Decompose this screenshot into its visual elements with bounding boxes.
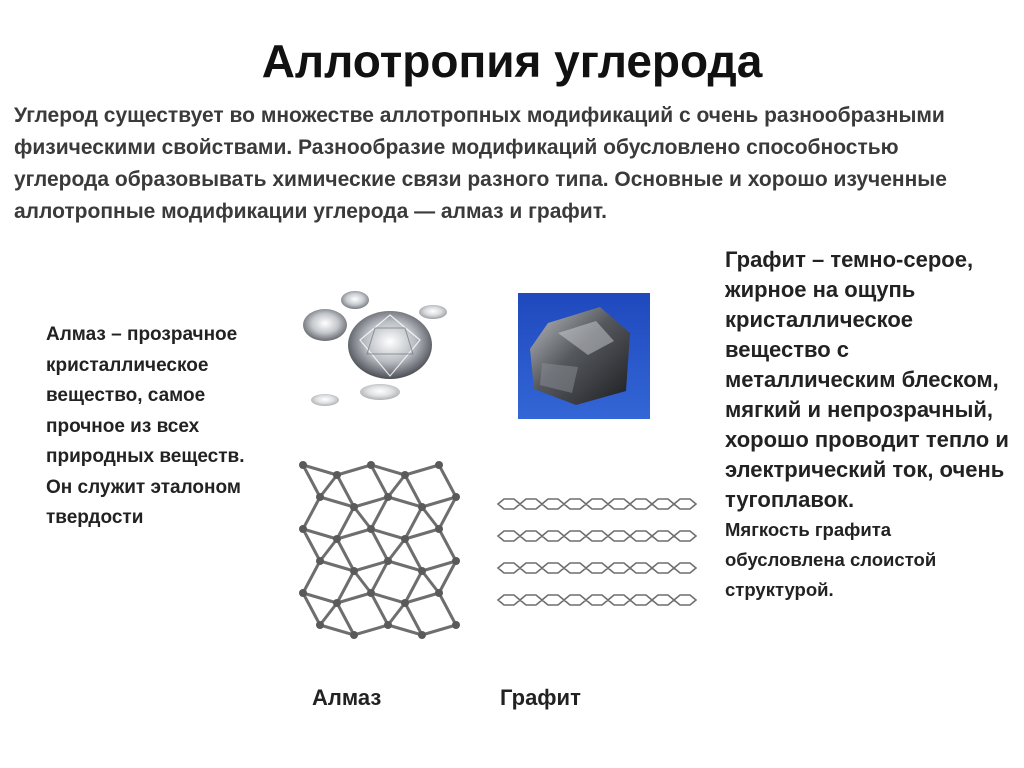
lattice-atom [316,493,324,501]
diamond-description: Алмаз – прозрачное кристаллическое вещество, самое прочное из всех природных веществ. Он служит эталоном твердости [46,324,245,528]
lattice-bond [337,465,371,475]
lattice-atom [384,493,392,501]
lattice-atom [452,557,460,565]
lattice-bond [422,625,456,635]
lattice-bond [439,465,456,497]
graphite-description-text: Графит – темно-серое, жирное на ощупь кристаллическое вещество с металлическим блеском, мягкий и непрозрачный, хорошо проводит тепло и электрический ток, очень тугоплавок. [725,247,1009,512]
lattice-bond [354,625,388,635]
lattice-atom [401,471,409,479]
graphite-layer [498,595,696,605]
lattice-bond [388,475,405,497]
lattice-atom [367,461,375,469]
lattice-atom [384,621,392,629]
lattice-atom [418,631,426,639]
lattice-atom [299,589,307,597]
diamond-caption: Алмаз [312,685,382,710]
lattice-atom [316,557,324,565]
graphite-layer [498,531,696,541]
graphite-softness-note: Мягкость графита обусловлена слоистой структурой. [725,519,937,600]
lattice-atom [350,503,358,511]
lattice-atom [435,461,443,469]
graphite-caption: Графит [500,685,581,710]
lattice-bond [303,561,320,593]
lattice-atom [435,525,443,533]
lattice-bond [320,603,337,625]
lattice-bond [439,593,456,625]
graphite-photo [518,293,650,419]
page-title: Аллотропия углерода [261,35,763,87]
lattice-bond [405,465,439,475]
graphite-layer [498,563,696,573]
lattice-atom [418,567,426,575]
lattice-atom [418,503,426,511]
lattice-bond [354,507,371,529]
lattice-bond [422,507,439,529]
lattice-atom [384,557,392,565]
diamond-photo [285,280,465,420]
lattice-atom [452,621,460,629]
lattice-atom [367,589,375,597]
lattice-bond [388,539,405,561]
lattice-atom [401,535,409,543]
lattice-atom [367,525,375,533]
lattice-atom [333,471,341,479]
lattice-atom [401,599,409,607]
lattice-bond [439,529,456,561]
lattice-atom [299,525,307,533]
graphite-description [725,245,1015,605]
graphite-layer [498,499,696,509]
lattice-bond [320,539,337,561]
graphite-layers-diagram [490,490,700,625]
lattice-atom [350,631,358,639]
lattice-bond [303,497,320,529]
lattice-bond [422,571,439,593]
lattice-atom [316,621,324,629]
lattice-atom [435,589,443,597]
lattice-bond [388,603,405,625]
lattice-atom [333,599,341,607]
lattice-atom [333,535,341,543]
lattice-atom [350,567,358,575]
intro-paragraph [14,100,999,228]
lattice-atom [452,493,460,501]
intro-text: Углерод существует во множестве аллотропных модификаций с очень разнообразными физическими свойствами. Разнообразие модификаций обусловлено способностью углерода образовывать химические связи разного типа. Основные и хорошо изученные аллотропные модификации углерода — алмаз и графит. [14,104,947,223]
lattice-atom [299,461,307,469]
diamond-lattice-diagram [285,445,475,655]
lattice-bond [354,571,371,593]
lattice-bond [320,475,337,497]
